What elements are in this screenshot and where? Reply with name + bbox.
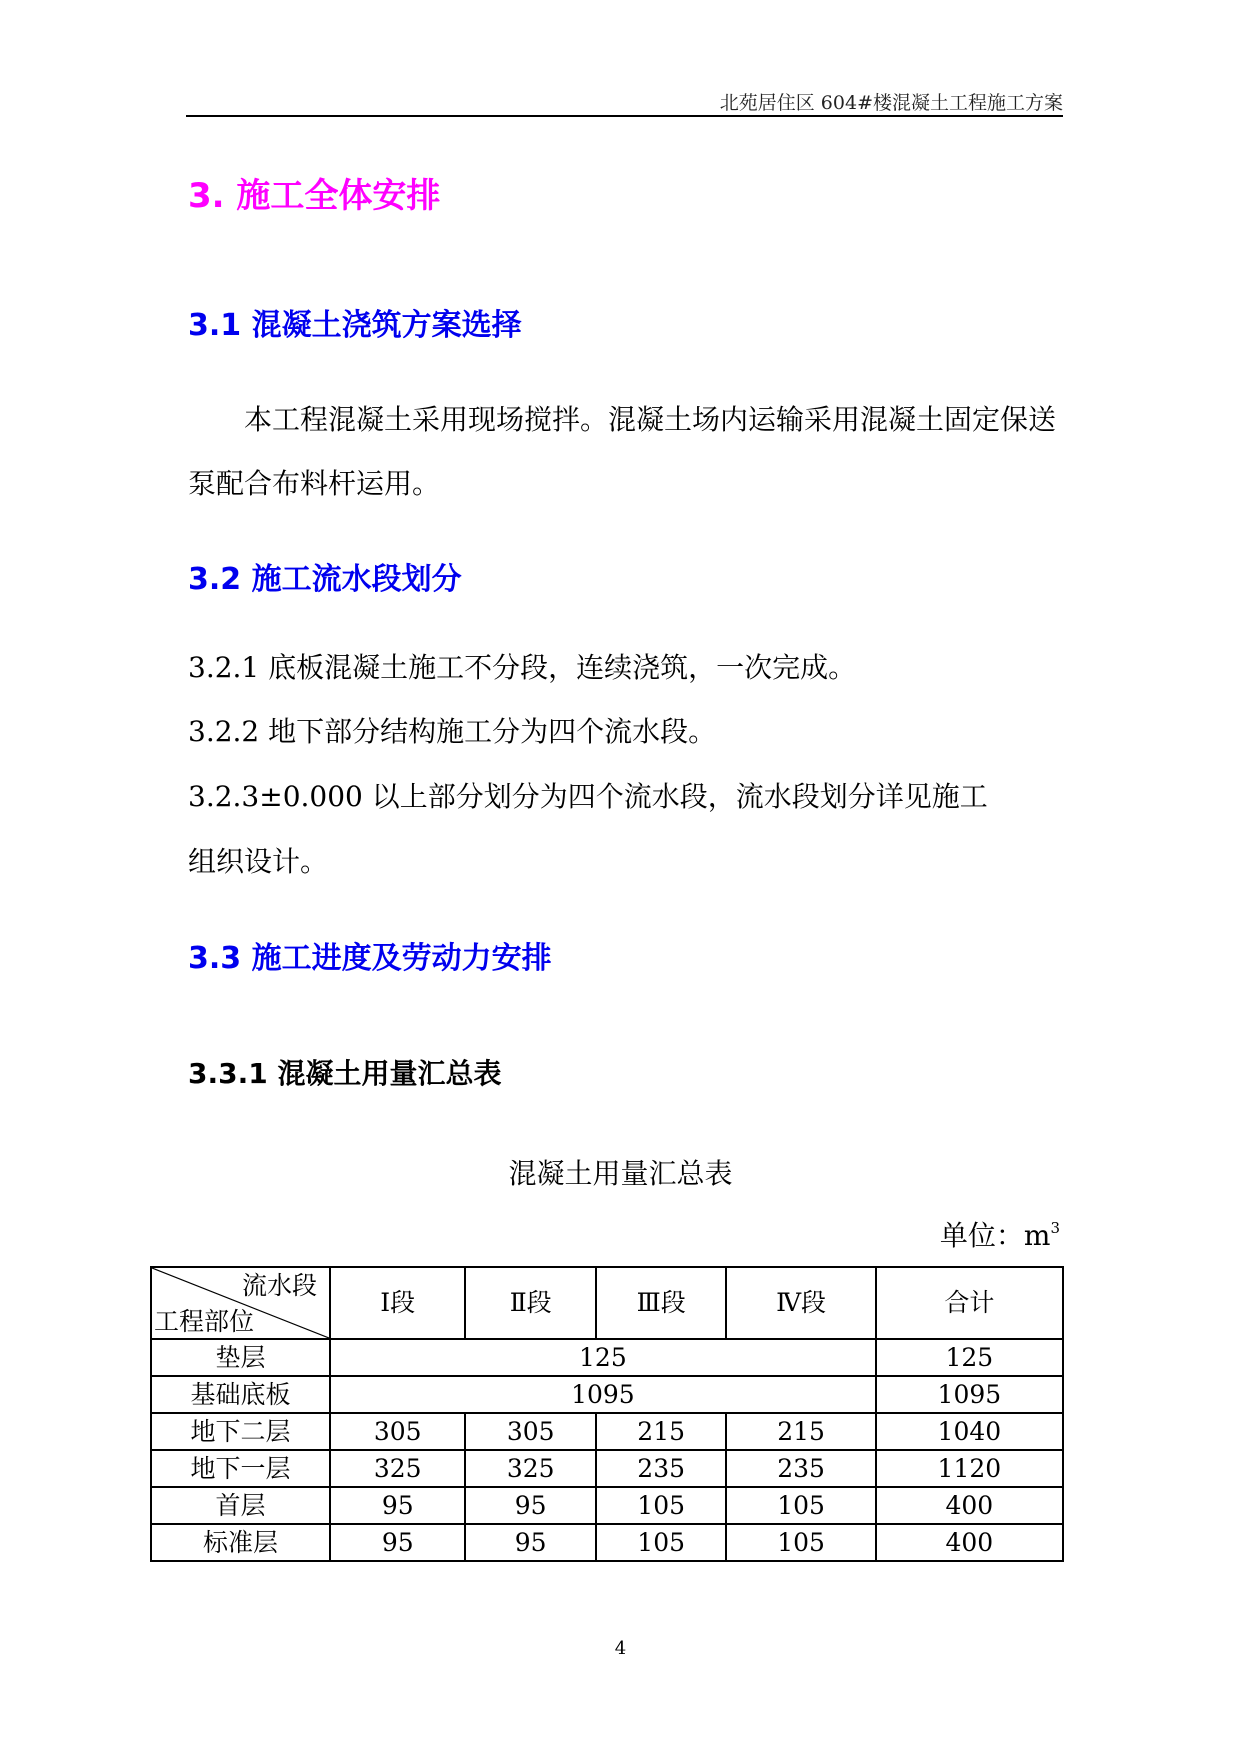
list-item-3-2-1: 3.2.1 底板混凝土施工不分段，连续浇筑，一次完成。 (188, 651, 857, 684)
table-cell: 95 (330, 1524, 465, 1561)
table-cell: 235 (596, 1450, 726, 1487)
column-header: Ⅰ段 (330, 1267, 465, 1339)
row-label: 首层 (151, 1487, 330, 1524)
corner-label-bottom: 工程部位 (154, 1307, 255, 1336)
total-cell: 400 (876, 1487, 1063, 1524)
list-item-3-2-2: 3.2.2 地下部分结构施工分为四个流水段。 (188, 715, 717, 748)
table-cell: 105 (726, 1524, 875, 1561)
subsection-title-3-2: 3.2 施工流水段划分 (188, 562, 462, 597)
paragraph-3-1 (188, 388, 1058, 516)
row-label: 地下二层 (151, 1413, 330, 1450)
column-header: Ⅲ段 (596, 1267, 726, 1339)
table-cell: 305 (330, 1413, 465, 1450)
merged-cell: 125 (330, 1339, 876, 1376)
subsubsection-title-3-3-1: 3.3.1 混凝土用量汇总表 (188, 1057, 502, 1090)
paragraph-text: 本工程混凝土采用现场搅拌。混凝土场内运输采用混凝土固定保送泵配合布料杆运用。 (188, 403, 1057, 500)
row-label: 垫层 (151, 1339, 330, 1376)
table-cell: 305 (465, 1413, 595, 1450)
total-cell: 1040 (876, 1413, 1063, 1450)
table-cell: 215 (596, 1413, 726, 1450)
table-row (151, 1413, 1063, 1450)
table-row (151, 1524, 1063, 1561)
merged-cell: 1095 (330, 1376, 876, 1413)
table-cell: 325 (465, 1450, 595, 1487)
table-row (151, 1450, 1063, 1487)
table-cell: 95 (465, 1524, 595, 1561)
unit-label: 单位：m (939, 1219, 1051, 1252)
table-cell: 105 (596, 1487, 726, 1524)
corner-label-top: 流水段 (242, 1271, 318, 1300)
table-row (151, 1376, 1063, 1413)
column-header: 合计 (876, 1267, 1063, 1339)
row-label: 基础底板 (151, 1376, 330, 1413)
total-cell: 400 (876, 1524, 1063, 1561)
table-cell: 105 (596, 1524, 726, 1561)
row-label: 地下一层 (151, 1450, 330, 1487)
table-cell: 325 (330, 1450, 465, 1487)
section-title: 3. 施工全体安排 (188, 176, 441, 216)
table-unit (940, 1214, 1060, 1254)
table-cell: 95 (465, 1487, 595, 1524)
table-row (151, 1339, 1063, 1376)
running-header: 北苑居住区 604#楼混凝土工程施工方案 (719, 92, 1063, 114)
subsection-title-3-1: 3.1 混凝土浇筑方案选择 (188, 308, 522, 343)
header-rule (186, 115, 1063, 117)
concrete-volume-table (150, 1266, 1064, 1562)
column-header: Ⅳ段 (726, 1267, 875, 1339)
table-header-row (151, 1267, 1063, 1339)
unit-superscript: 3 (1050, 1219, 1060, 1237)
table-cell: 215 (726, 1413, 875, 1450)
page-number: 4 (614, 1638, 627, 1659)
table-cell: 95 (330, 1487, 465, 1524)
table-cell: 105 (726, 1487, 875, 1524)
total-cell: 125 (876, 1339, 1063, 1376)
corner-header-cell (151, 1267, 330, 1339)
subsection-title-3-3: 3.3 施工进度及劳动力安排 (188, 941, 552, 976)
table-title: 混凝土用量汇总表 (508, 1157, 733, 1190)
table-cell: 235 (726, 1450, 875, 1487)
total-cell: 1095 (876, 1376, 1063, 1413)
list-item-3-2-3: 3.2.3±0.000 以上部分划分为四个流水段，流水段划分详见施工 (188, 780, 988, 813)
list-item-3-2-3-cont: 组织设计。 (188, 845, 329, 878)
column-header: Ⅱ段 (465, 1267, 595, 1339)
table-row (151, 1487, 1063, 1524)
total-cell: 1120 (876, 1450, 1063, 1487)
row-label: 标准层 (151, 1524, 330, 1561)
